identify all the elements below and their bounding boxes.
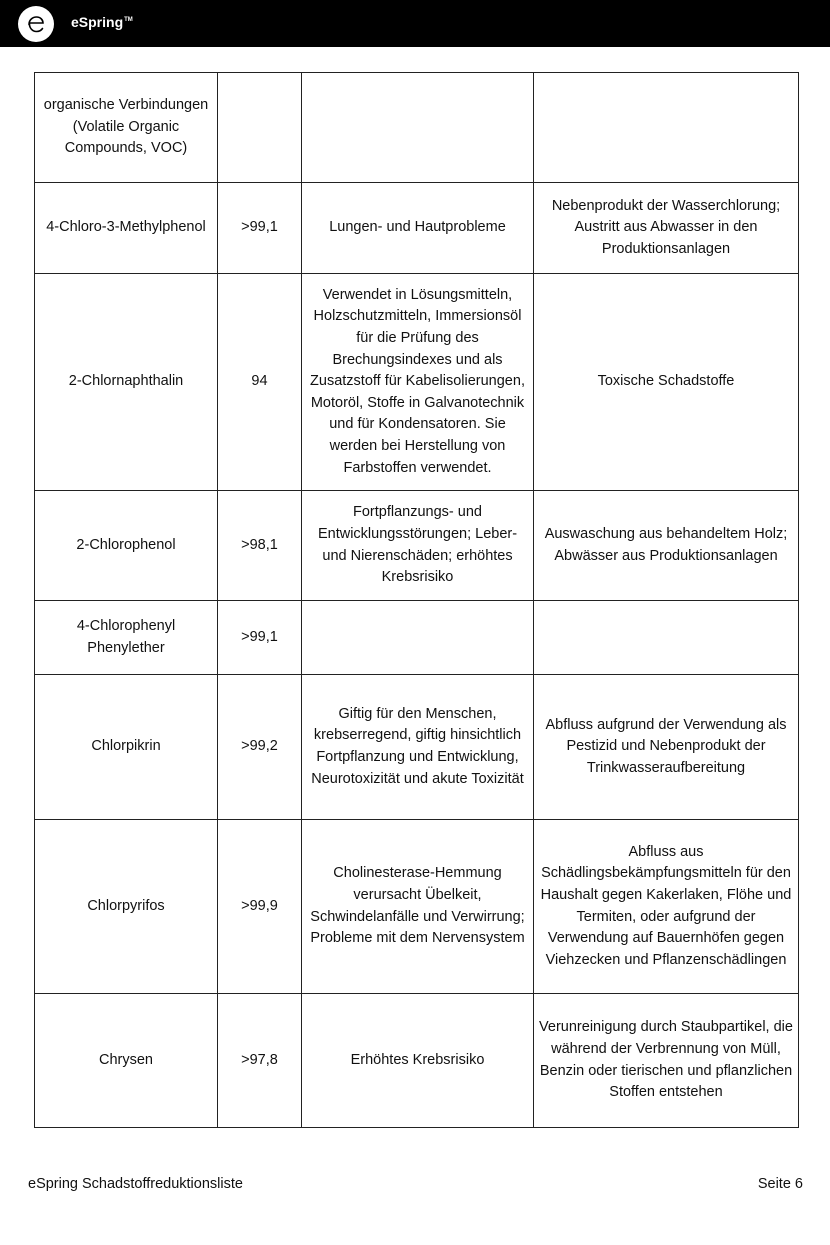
reduction-cell: >99,1 [218, 601, 302, 675]
health-effects-cell: Cholinesterase-Hemmung verursacht Übelkeit, Schwindelanfälle und Verwirrung; Probleme mit dem Nervensystem [302, 820, 534, 994]
footer-page-number: Seite 6 [757, 1176, 803, 1192]
health-effects-cell: Erhöhtes Krebsrisiko [302, 994, 534, 1128]
sources-cell: Toxische Schadstoffe [534, 274, 799, 491]
trademark-mark: TM [124, 17, 133, 24]
reduction-cell: >97,8 [218, 994, 302, 1128]
table-row [35, 73, 799, 183]
substance-cell: organische Verbindungen (Volatile Organic Compounds, VOC) [35, 73, 218, 183]
health-effects-cell: Fortpflanzungs- und Entwicklungsstörungen; Leber- und Nierenschäden; erhöhtes Krebsrisiko [302, 491, 534, 601]
table-row [35, 183, 799, 274]
health-effects-cell: Lungen- und Hautprobleme [302, 183, 534, 274]
table-row [35, 601, 799, 675]
sources-cell: Auswaschung aus behandeltem Holz; Abwässer aus Produktionsanlagen [534, 491, 799, 601]
reduction-cell: >99,2 [218, 675, 302, 820]
sources-cell [534, 601, 799, 675]
substance-cell: Chlorpyrifos [35, 820, 218, 994]
sources-cell: Verunreinigung durch Staubpartikel, die während der Verbrennung von Müll, Benzin oder tierischen und pflanzlichen Stoffen entstehen [534, 994, 799, 1128]
substance-cell: 4-Chlorophenyl Phenylether [35, 601, 218, 675]
table-row [35, 274, 799, 491]
substance-cell: 4-Chloro-3-Methylphenol [35, 183, 218, 274]
substance-cell: Chrysen [35, 994, 218, 1128]
health-effects-cell: Verwendet in Lösungsmitteln, Holzschutzmitteln, Immersionsöl für die Prüfung des Brechungsindexes und als Zusatzstoff für Kabelisolierungen, Motoröl, Stoffe in Galvanotechnik und für Kondensatoren. Sie werden bei Herstellung von Farbstoffen verwendet. [302, 274, 534, 491]
substance-cell: 2-Chlornaphthalin [35, 274, 218, 491]
logo-glyph [24, 12, 48, 36]
reduction-cell: >99,1 [218, 183, 302, 274]
substance-cell: 2-Chlorophenol [35, 491, 218, 601]
sources-cell: Abfluss aufgrund der Verwendung als Pestizid und Nebenprodukt der Trinkwasseraufbereitung [534, 675, 799, 820]
reduction-cell: >99,9 [218, 820, 302, 994]
espring-e-logo-icon [18, 6, 54, 42]
substance-cell: Chlorpikrin [35, 675, 218, 820]
health-effects-cell: Giftig für den Menschen, krebserregend, giftig hinsichtlich Fortpflanzung und Entwicklung, Neurotoxizität und akute Toxizität [302, 675, 534, 820]
footer-document-title: eSpring Schadstoffreduktionsliste [28, 1176, 243, 1192]
reduction-cell: 94 [218, 274, 302, 491]
health-effects-cell [302, 601, 534, 675]
page-header [0, 0, 830, 47]
health-effects-cell [302, 73, 534, 183]
reduction-cell: >98,1 [218, 491, 302, 601]
table-row [35, 994, 799, 1128]
reduction-cell [218, 73, 302, 183]
table-row [35, 491, 799, 601]
sources-cell [534, 73, 799, 183]
table-row [35, 820, 799, 994]
table-row [35, 675, 799, 820]
brand-name: eSpring™ [71, 14, 133, 30]
sources-cell: Abfluss aus Schädlingsbekämpfungsmitteln für den Haushalt gegen Kakerlaken, Flöhe und Termiten, oder aufgrund der Verwendung auf Bauernhöfen gegen Viehzecken und Pflanzenschädlingen [534, 820, 799, 994]
contaminant-table [34, 72, 799, 1128]
sources-cell: Nebenprodukt der Wasserchlorung; Austritt aus Abwasser in den Produktionsanlagen [534, 183, 799, 274]
